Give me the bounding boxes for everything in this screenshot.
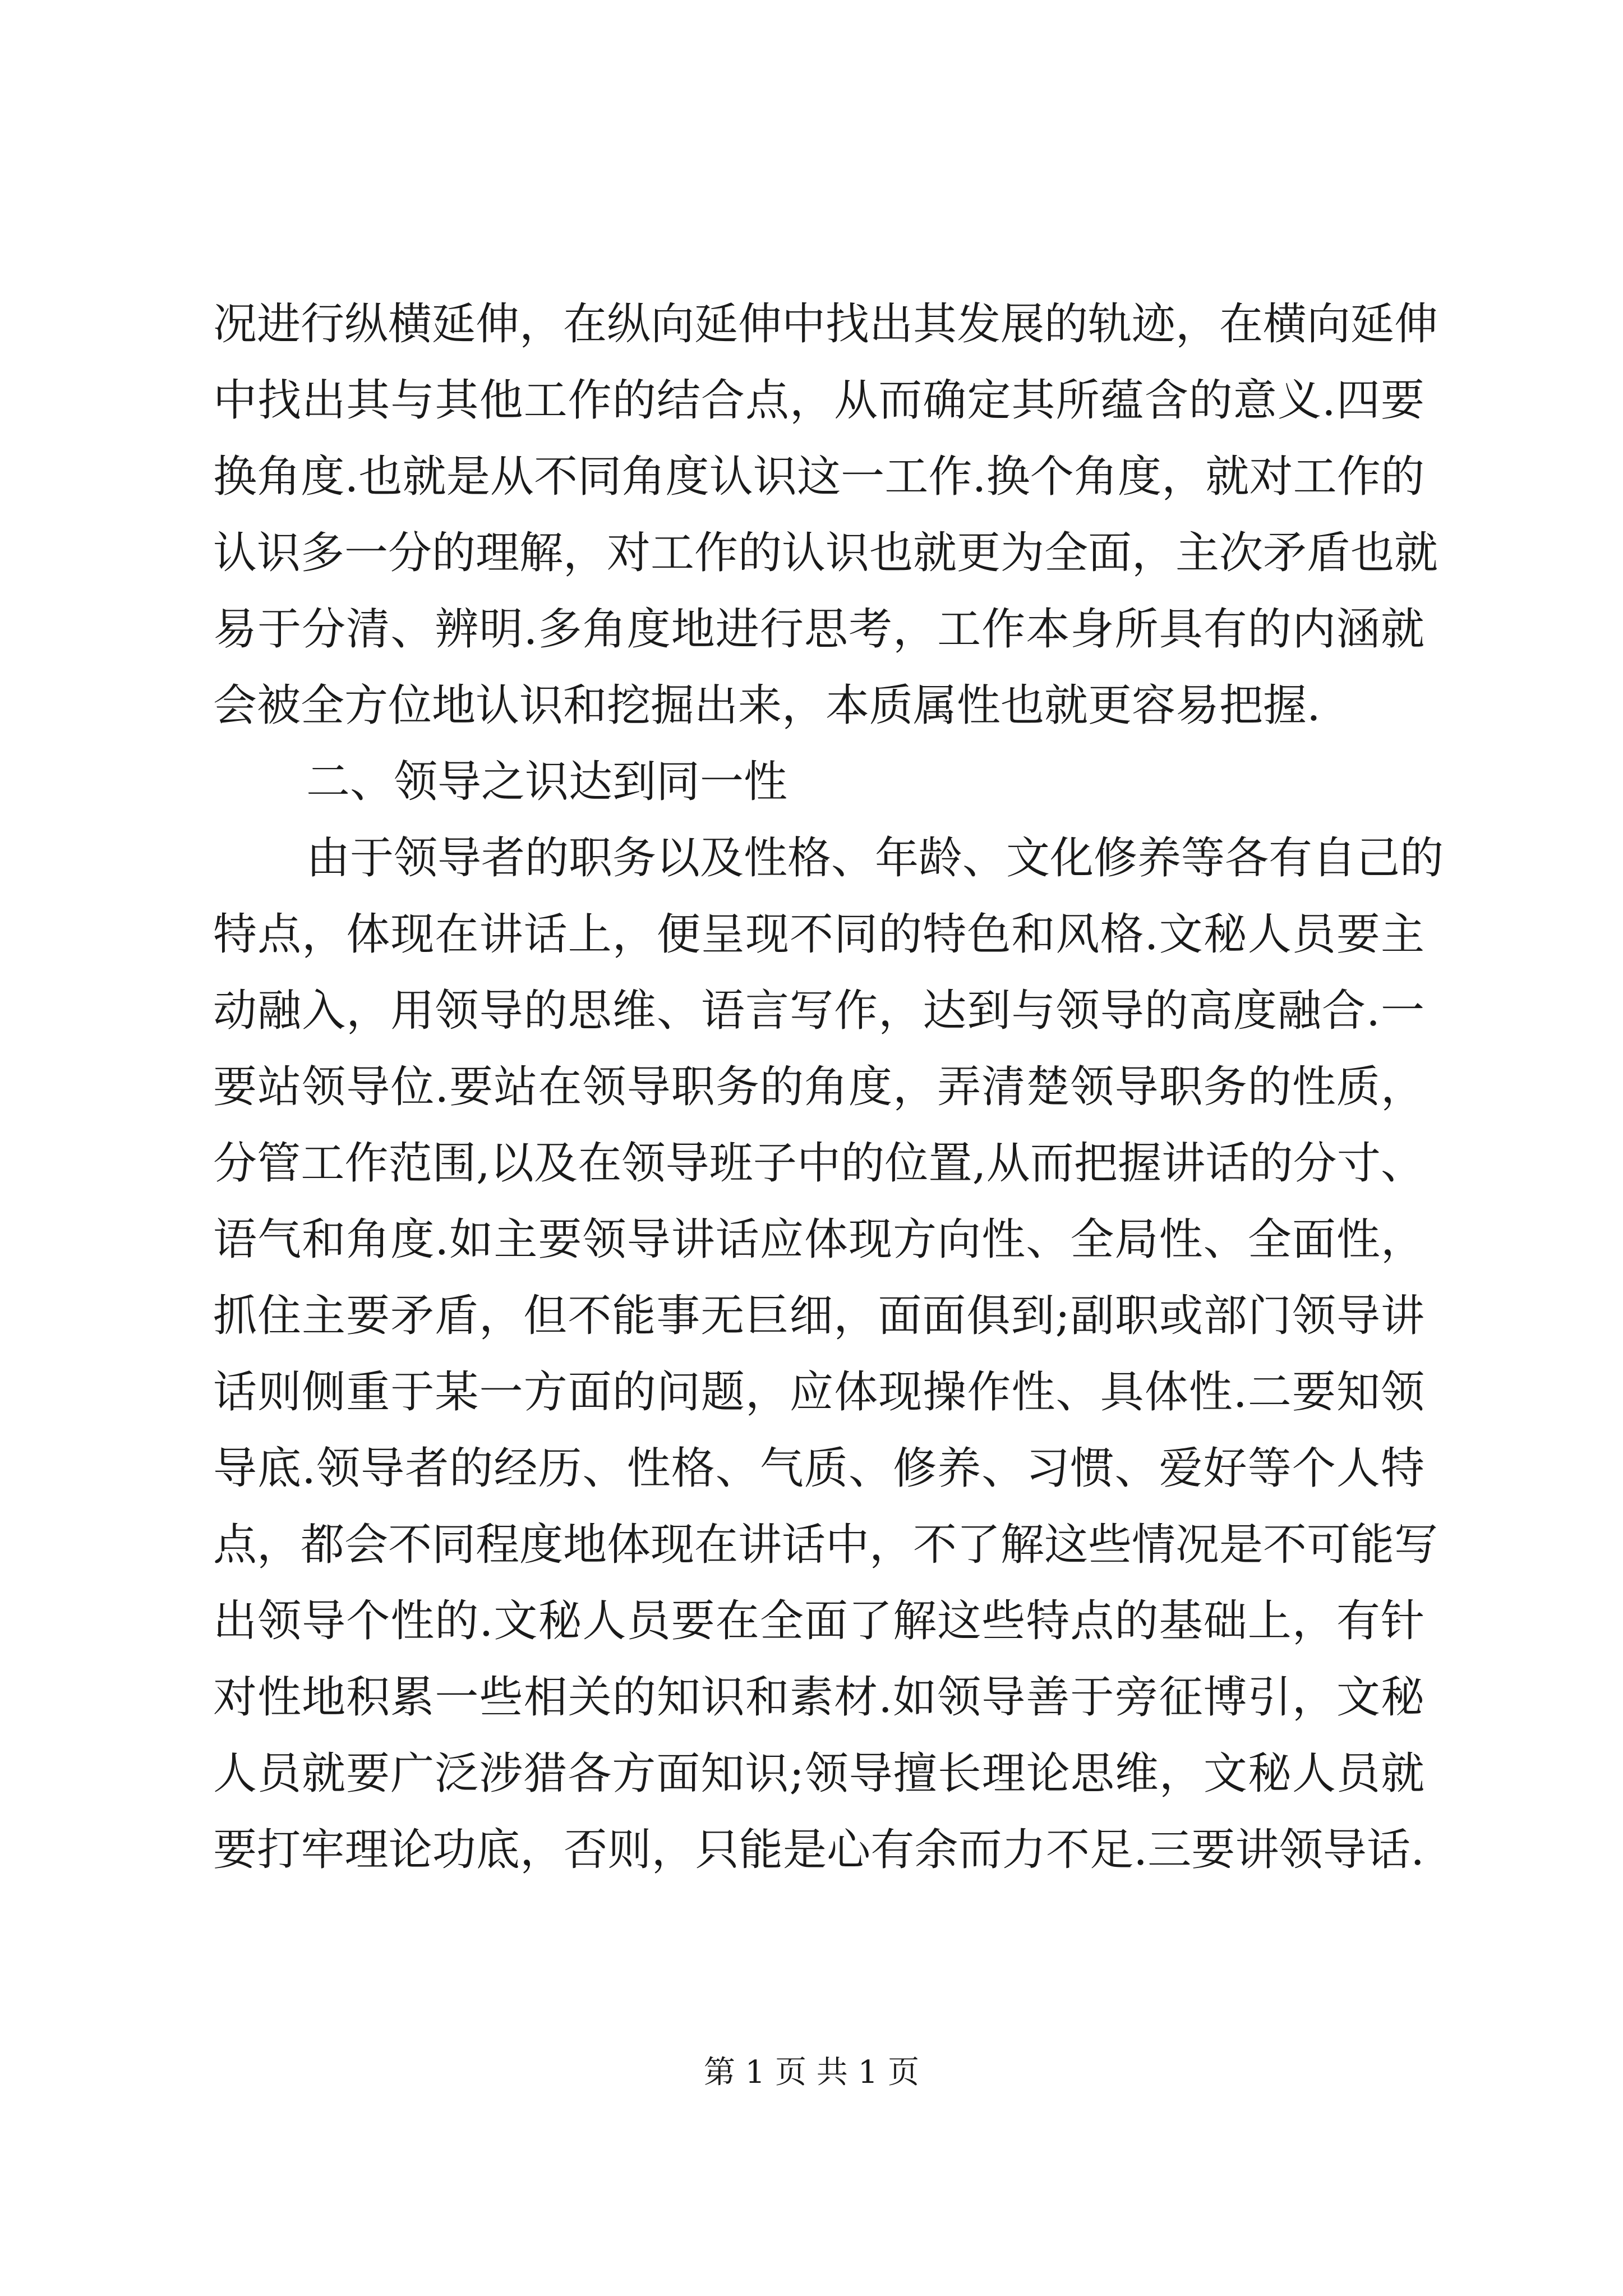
text-line: 动融入，用领导的思维、语言写作，达到与领导的高度融合.一 — [213, 986, 1424, 1036]
body-text — [213, 286, 1444, 1888]
text-line: 换角度.也就是从不同角度认识这一工作.换个角度，就对工作的 — [213, 452, 1424, 502]
text-line: 会被全方位地认识和挖掘出来，本质属性也就更容易把握. — [213, 680, 1321, 731]
text-line: 认识多一分的理解，对工作的认识也就更为全面，主次矛盾也就 — [213, 528, 1438, 578]
text-line: 分管工作范围,以及在领导班子中的位置,从而把握讲话的分寸、 — [213, 1138, 1424, 1189]
text-line: 由于领导者的职务以及性格、年龄、文化修养等各有自己的 — [306, 833, 1444, 884]
text-line: 易于分清、辨明.多角度地进行思考，工作本身所具有的内涵就 — [213, 604, 1424, 655]
text-line: 特点，体现在讲话上，便呈现不同的特色和风格.文秘人员要主 — [213, 909, 1424, 960]
text-line: 语气和角度.如主要领导讲话应体现方向性、全局性、全面性， — [213, 1214, 1424, 1265]
text-line: 导底.领导者的经历、性格、气质、修养、习惯、爱好等个人特 — [213, 1443, 1424, 1494]
text-line: 中找出其与其他工作的结合点，从而确定其所蕴含的意义.四要 — [213, 375, 1424, 426]
text-line: 话则侧重于某一方面的问题，应体现操作性、具体性.二要知领 — [213, 1367, 1424, 1418]
text-line: 要打牢理论功底，否则，只能是心有余而力不足.三要讲领导话. — [213, 1825, 1424, 1875]
text-line: 对性地积累一些相关的知识和素材.如领导善于旁征博引，文秘 — [213, 1672, 1424, 1723]
text-line: 点，都会不同程度地体现在讲话中，不了解这些情况是不可能写 — [213, 1520, 1438, 1570]
text-line: 况进行纵横延伸，在纵向延伸中找出其发展的轨迹，在横向延伸 — [213, 299, 1438, 349]
section-heading: 二、领导之识达到同一性 — [306, 757, 788, 807]
text-line: 人员就要广泛涉猎各方面知识;领导擅长理论思维，文秘人员就 — [213, 1749, 1424, 1799]
text-line: 抓住主要矛盾，但不能事无巨细，面面俱到;副职或部门领导讲 — [213, 1291, 1424, 1341]
text-line: 出领导个性的.文秘人员要在全面了解这些特点的基础上，有针 — [213, 1596, 1424, 1646]
text-line: 要站领导位.要站在领导职务的角度，弄清楚领导职务的性质， — [213, 1062, 1424, 1112]
page-footer: 第 1 页 共 1 页 — [703, 2054, 920, 2091]
